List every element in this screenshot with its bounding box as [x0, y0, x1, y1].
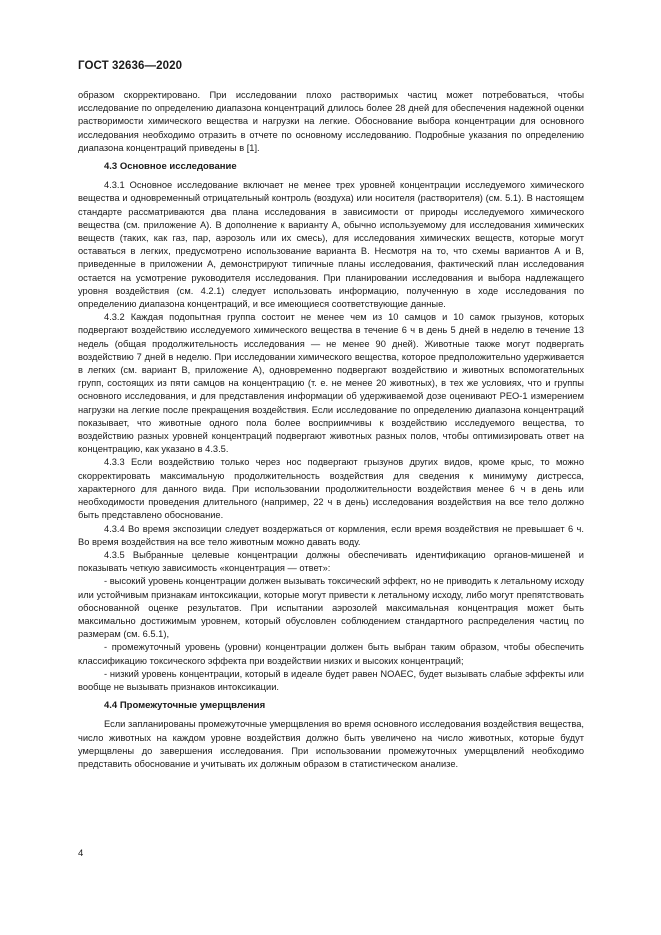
- list-item-low-concentration: - низкий уровень концентрации, который в идеале будет равен NOAEC, будет вызывать слабые эффекты или вообще не вызывать признаков интоксикации.: [78, 668, 584, 692]
- section-heading-4-4: 4.4 Промежуточные умерщвления: [104, 700, 266, 712]
- paragraph-4-3-2: 4.3.2 Каждая подопытная группа состоит не менее чем из 10 самцов и 10 самок грызунов, которых подвергают воздействию исследуемого химического вещества в течение 6 ч в день 5 дней в неделю в течение 13 недель (общая продолжительность исследования — не менее 90 дней). Животные также могут подвергать воздействию 7 дней в неделю. При исследовании химического вещества, которое предположительно удерживается в легких (см. вариант В, приложение А), одновременно подвергают воздействию и животных вспомогательных групп, состоящих из пяти самцов на концентрацию (т. е. не менее 20 животных), в тех же условиях, что и группы основного исследования, и для представления информации об удерживаемой дозе оценивают РЕО-1 измерением нагрузки на легкие после прекращения воздействия. Если исследование по определению диапазона концентраций показывает, что животные одного пола более восприимчивы к воздействию исследуемого вещества, то воздействию разных уровней концентраций подвергают животных разных полов, чтобы оптимизировать ответ на концентрацию, как указано в 4.3.5.: [78, 312, 584, 455]
- page-number: 4: [78, 848, 84, 859]
- paragraph-4-3-1: 4.3.1 Основное исследование включает не менее трех уровней концентрации исследуемого химического вещества и одновременный отрицательный контроль (воздуха) или носителя (растворителя) (см. 5.1). В настоящем стандарте рассматриваются два плана исследования в зависимости от природы исследуемого химического вещества (см. приложение А). В дополнение к варианту А, обычно используемому для исследования химических веществ (таких, как газ, пар, аэрозоль или их смесь), для исследования химических веществ, которые могут оставаться в легких, предусмотрено использование варианта В. Несмотря на то, что схемы вариантов А и В, приведенные в приложении А, демонстрируют типичные планы исследования, фактический план исследования остается на усмотрение руководителя исследования. При планировании исследования и выбора надлежащего уровня воздействия (см. 4.2.1) следует использовать информацию, полученную в ходе исследования по определению диапазона концентраций, и все имеющиеся соответствующие данные.: [78, 180, 584, 310]
- list-item-high-concentration: - высокий уровень концентрации должен вызывать токсический эффект, но не приводить к летальному исходу или устойчивым признакам интоксикации, которые могут привести к летальному исходу, либо могут препятствовать обоснованной оценке результатов. При испытании аэрозолей максимальная концентрация может быть максимально достижимым уровнем, который обусловлен соблюдением стандартного распределения частиц по размерам (см. 6.5.1),: [78, 576, 584, 640]
- paragraph-4-3-4: 4.3.4 Во время экспозиции следует воздержаться от кормления, если время воздействия не превышает 6 ч. Во время воздействия на все тело животным можно давать воду.: [78, 523, 584, 547]
- paragraph-4-3-3: 4.3.3 Если воздействию только через нос подвергают грызунов других видов, кроме крыс, то можно скорректировать максимальную продолжительность воздействия для сведения к минимуму дистресса, характерного для данного вида. При использовании продолжительности воздействия менее 6 ч в день или необходимости проведения длительного (например, 22 ч в день) исследования воздействия на все тело должно быть представлено обоснование.: [78, 457, 584, 521]
- section-heading-4-3: 4.3 Основное исследование: [104, 161, 237, 173]
- paragraph-intro: образом скорректировано. При исследовании плохо растворимых частиц может потребоваться, чтобы исследование по определению диапазона концентраций длилось более 28 дней для обеспечения надежной оценки растворимости химического вещества и нагрузки на легкие. Обоснование выбора концентрации для основного исследования необходимо отразить в отчете по основному исследованию. Подробные указания по определению диапазона концентраций приведены в [1].: [78, 90, 584, 153]
- paragraph-4-4: Если запланированы промежуточные умерщвления во время основного исследования воздействия вещества, число животных на каждом уровне воздействия должно быть увеличено на число животных, которые будут умерщвлены до завершения исследования. При использовании промежуточных умерщвлений необходимо представить обоснование и учитывать их должным образом в статистическом анализе.: [78, 719, 584, 769]
- list-item-intermediate-concentration: - промежуточный уровень (уровни) концентрации должен быть выбран таким образом, чтобы обеспечить классификацию токсического эффекта при воздействии низких и высоких концентраций;: [78, 642, 584, 666]
- document-body: [78, 89, 584, 771]
- document-header: ГОСТ 32636—2020: [78, 60, 183, 72]
- paragraph-4-3-5: 4.3.5 Выбранные целевые концентрации должны обеспечивать идентификацию органов-мишеней и показывать четкую зависимость «концентрация — ответ»:: [78, 549, 584, 574]
